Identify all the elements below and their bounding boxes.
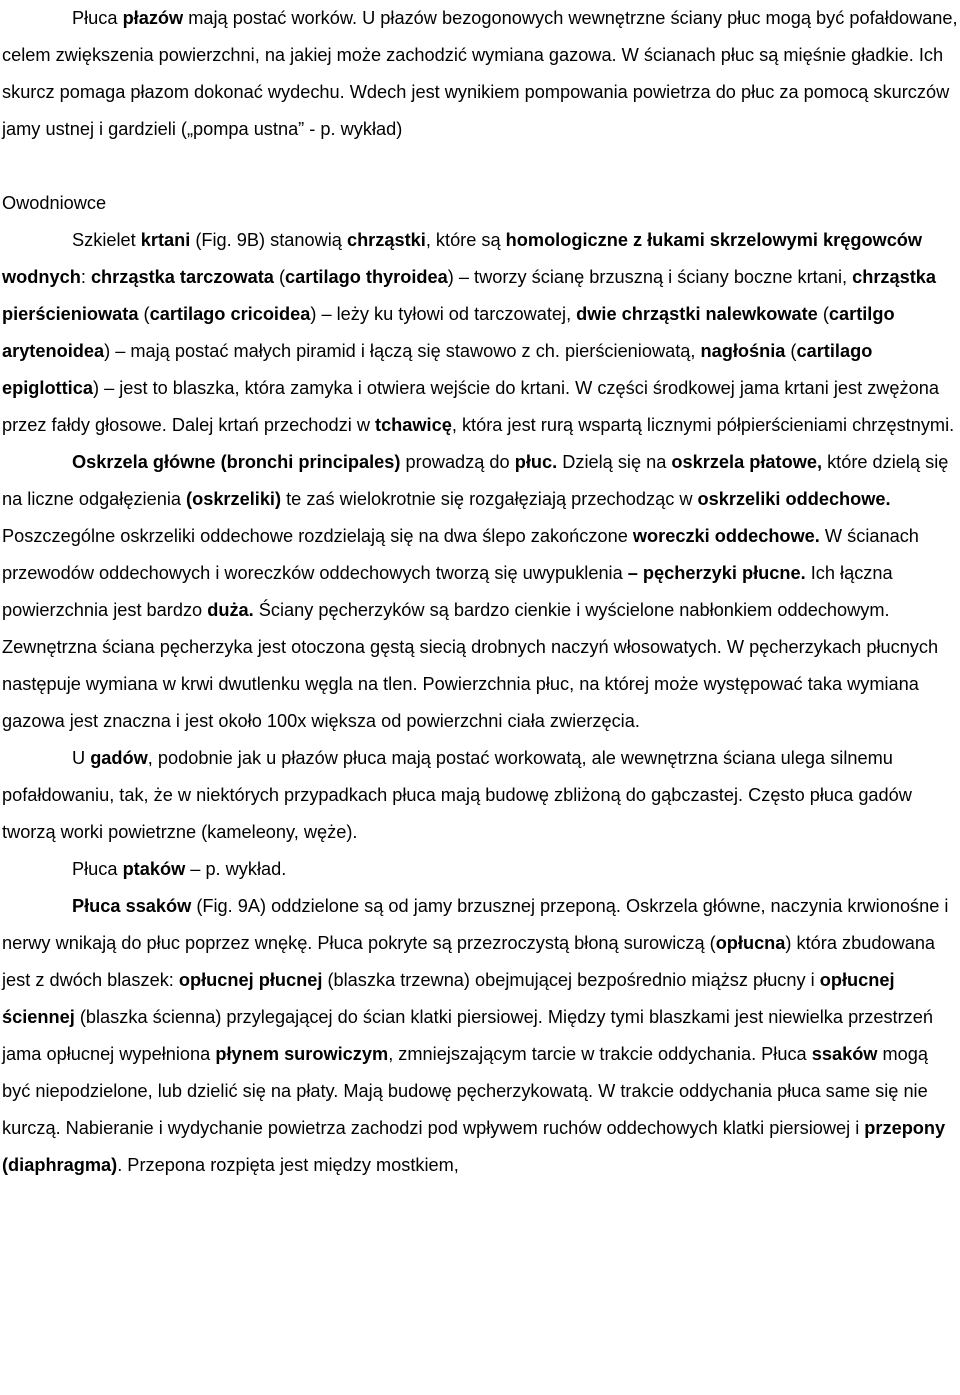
text-run: prowadzą do — [400, 452, 515, 472]
bold-term: przepony (diaphragma) — [2, 1118, 946, 1175]
bold-term: cartilgo arytenoidea — [2, 304, 895, 361]
bold-term: dwie chrząstki nalewkowate — [576, 304, 818, 324]
text-run: (Fig. 9A) oddzielone są od jamy brzusznej przeponą. Oskrzela główne, naczynia krwionośne i nerwy wnikają do płuc poprzez wnękę. Płuca pokryte są przezroczystą błoną surowiczą ( — [2, 896, 949, 953]
bold-term: chrząstki — [346, 230, 426, 250]
bold-term: płuc. — [514, 452, 558, 472]
text-run: ( — [785, 341, 797, 361]
text-run: , podobnie jak u płazów płuca mają postać workowatą, ale wewnętrzna ściana ulega silnemu pofałdowaniu, tak, że w niektórych przypadkach płuca mają budowę zbliżoną do gąbczastej. Często płuca gadów tworzą worki powietrzne (kameleony, węże). — [2, 748, 912, 842]
bold-term: oskrzeliki oddechowe. — [697, 489, 891, 509]
text-run: ) która zbudowana jest z dwóch blaszek: — [2, 933, 936, 990]
paragraph-bronchi — [2, 444, 958, 740]
text-run: : — [80, 267, 91, 287]
text-run: ( — [817, 304, 829, 324]
bold-term: chrząstka tarczowata — [90, 267, 274, 287]
text-run: ( — [273, 267, 286, 287]
text-run: Ściany pęcherzyków są bardzo cienkie i wyścielone nabłonkiem oddechowym. Zewnętrzna ściana pęcherzyka jest otoczona gęstą siecią drobnych naczyń włosowatych. W pęcherzykach płucnych następuje wymiana w krwi dwutlenku węgla na tlen. Powierzchnia płuc, na której może występować taka wymiana gazowa jest znaczna i jest około 100x większa od powierzchni ciała zwierzęcia. — [2, 600, 939, 731]
text-run: U — [72, 748, 91, 768]
document-page — [2, 0, 958, 1184]
text-run: W ścianach przewodów oddechowych i woreczków oddechowych tworzą się uwypuklenia — [2, 526, 919, 583]
text-run: ) – mają postać małych piramid i łączą się stawowo z ch. pierścieniowatą, — [104, 341, 701, 361]
bold-term: chrząstka pierścieniowata — [2, 267, 937, 324]
paragraph-gap — [2, 148, 958, 185]
bold-term: homologiczne z łukami skrzelowymi kręgowców wodnych — [2, 230, 923, 287]
text-run: – p. wykład. — [185, 859, 287, 879]
bold-term: opłucna — [715, 933, 786, 953]
text-run: (blaszka trzewna) obejmującej bezpośrednio miąższ płucny i — [322, 970, 820, 990]
paragraph-larynx — [2, 222, 958, 444]
paragraph-reptile-lungs — [2, 740, 958, 851]
bold-term: Oskrzela główne (bronchi principales) — [72, 452, 401, 472]
text-run: Ich łączna powierzchnia jest bardzo — [2, 563, 893, 620]
bold-term: ssaków — [811, 1044, 878, 1064]
bold-term: krtani — [140, 230, 191, 250]
text-run: ) – jest to blaszka, która zamyka i otwiera wejście do krtani. W części środkowej jama krtani jest zwężona przez fałdy głosowe. Dalej krtań przechodzi w — [2, 378, 939, 435]
text-run: (blaszka ścienna) przylegającej do ścian klatki piersiowej. Między tymi blaszkami jest niewielka przestrzeń jama opłucnej wypełniona — [2, 1007, 933, 1064]
paragraph-mammal-lungs — [2, 888, 958, 1184]
bold-term: płazów — [122, 8, 184, 28]
bold-term: opłucnej płucnej — [178, 970, 323, 990]
text-run: Płuca — [72, 859, 123, 879]
section-heading: Owodniowce — [2, 193, 107, 213]
text-run: , która jest rurą wspartą licznymi półpierścieniami chrzęstnymi. — [451, 415, 955, 435]
bold-term: tchawicę — [375, 415, 452, 435]
bold-term: gadów — [90, 748, 148, 768]
text-run: , zmniejszającym tarcie w trakcie oddychania. Płuca — [388, 1044, 812, 1064]
text-run: (Fig. 9B) stanowią — [190, 230, 347, 250]
paragraph-amphibian-lungs — [2, 0, 958, 148]
bold-term: woreczki oddechowe. — [632, 526, 820, 546]
bold-term: duża. — [207, 600, 254, 620]
bold-term: nagłośnia — [700, 341, 786, 361]
paragraph-bird-lungs — [2, 851, 958, 888]
text-run: które dzielą się na liczne odgałęzienia — [2, 452, 949, 509]
text-run: Dzielą się na — [557, 452, 672, 472]
bold-term: płynem surowiczym — [215, 1044, 389, 1064]
bold-term: Płuca ssaków — [72, 896, 192, 916]
text-run: Szkielet — [72, 230, 141, 250]
text-run: ) – leży ku tyłowi od tarczowatej, — [310, 304, 577, 324]
bold-term: cartilago epiglottica — [2, 341, 873, 398]
bold-term: cartilago thyroidea — [285, 267, 448, 287]
text-run: . Przepona rozpięta jest między mostkiem, — [117, 1155, 459, 1175]
bold-term: cartilago cricoidea — [149, 304, 311, 324]
text-run: mogą być niepodzielone, lub dzielić się na płaty. Mają budowę pęcherzykowatą. W trakcie oddychania płuca same się nie kurczą. Nabieranie i wydychanie powietrza zachodzi pod wpływem ruchów oddechowych klatki piersiowej i — [2, 1044, 929, 1138]
bold-term: oskrzela płatowe, — [671, 452, 823, 472]
bold-term: ptaków — [122, 859, 186, 879]
text-run: Płuca — [72, 8, 123, 28]
bold-term: opłucnej ściennej — [2, 970, 895, 1027]
text-run: Poszczególne oskrzeliki oddechowe rozdzielają się na dwa ślepo zakończone — [2, 526, 633, 546]
text-run: ) – tworzy ścianę brzuszną i ściany boczne krtani, — [447, 267, 853, 287]
bold-term: (oskrzeliki) — [186, 489, 282, 509]
text-run: , które są — [425, 230, 506, 250]
text-run: mają postać worków. U płazów bezogonowych wewnętrzne ściany płuc mogą być pofałdowane, celem zwiększenia powierzchni, na jakiej może zachodzić wymiana gazowa. W ścianach płuc są mięśnie gładkie. Ich skurcz pomaga płazom dokonać wydechu. Wdech jest wynikiem pompowania powietrza do płuc za pomocą skurczów jamy ustnej i gardzieli („pompa ustna” - p. wykład) — [2, 8, 958, 139]
text-run: ( — [138, 304, 150, 324]
bold-term: – pęcherzyki płucne. — [627, 563, 806, 583]
text-run: te zaś wielokrotnie się rozgałęziają przechodząc w — [281, 489, 698, 509]
